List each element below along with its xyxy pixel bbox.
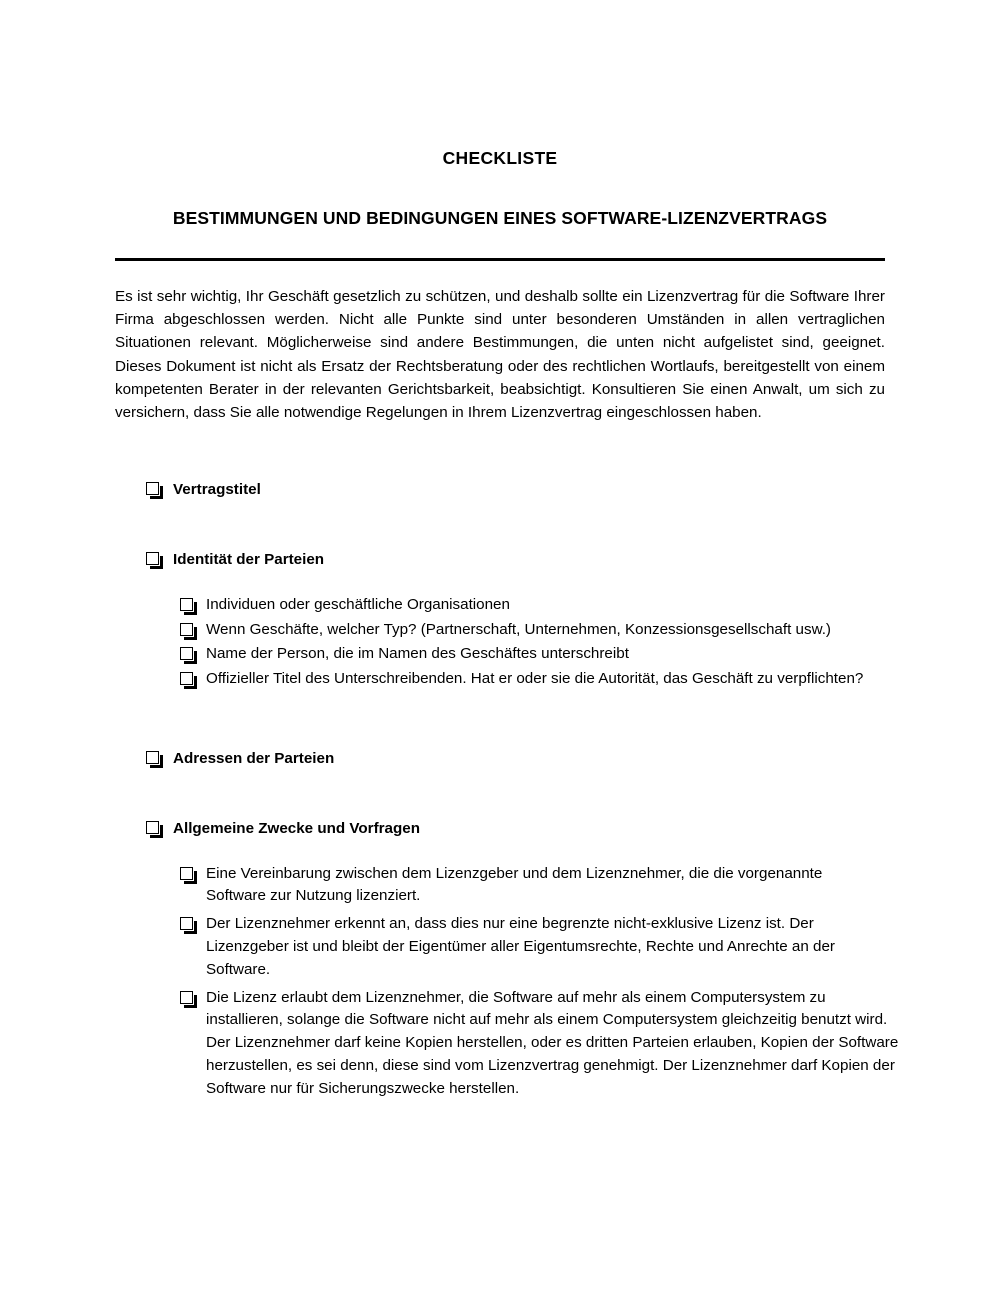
checklist-item-vertragstitel[interactable]: [146, 479, 886, 502]
list-item[interactable]: [180, 987, 899, 1101]
checkbox-icon[interactable]: [146, 751, 159, 764]
list-item[interactable]: [180, 643, 890, 666]
page-title: CHECKLISTE: [442, 148, 558, 168]
list-item[interactable]: [180, 863, 890, 909]
checklist-sublist-identitaet: [180, 594, 890, 691]
checkbox-icon[interactable]: [180, 991, 193, 1004]
intro-paragraph: Es ist sehr wichtig, Ihr Geschäft gesetzlich zu schützen, und deshalb sollte ein Lizenzvertrag für die Software Ihrer Firma abgeschlossen werden. Nicht alle Punkte sind unter besonderen Umständen in allen vertraglichen Situationen relevant. Möglicherweise sind andere Bestimmungen, die unten nicht aufgelistet sind, geeignet. Dieses Dokument ist nicht als Ersatz der Rechtsberatung oder des rechtlichen Wortlaufs, bereitgestellt von einem kompetenten Berater in der relevanten Gerichtsbarkeit, beabsichtigt. Konsultieren Sie einen Anwalt, um sich zu versichern, dass Sie alle notwendige Regelungen in Ihrem Lizenzvertrag eingeschlossen haben.: [115, 287, 885, 421]
list-item[interactable]: [180, 619, 890, 642]
checklist-sublist-allgemeine-zwecke: [180, 863, 899, 1101]
spacer: [0, 771, 1000, 818]
checkbox-icon[interactable]: [180, 647, 193, 660]
checkbox-icon[interactable]: [180, 917, 193, 930]
list-item-label: Der Lizenznehmer erkennt an, dass dies nur eine begrenzte nicht-exklusive Lizenz ist. Der Lizenzgeber ist und bleibt der Eigentümer aller Eigentumsrechte, Rechte und Anrechte an der Software.: [206, 915, 835, 978]
list-item-label: Name der Person, die im Namen des Geschäftes unterschreibt: [206, 645, 629, 663]
list-item[interactable]: [180, 913, 890, 981]
spacer: [0, 424, 1000, 479]
header-divider: [115, 258, 885, 261]
spacer: [0, 572, 1000, 594]
title-block: [0, 0, 1000, 230]
checkbox-icon[interactable]: [146, 821, 159, 834]
checkbox-icon[interactable]: [180, 672, 193, 685]
spacer: [0, 502, 1000, 549]
checklist-item-allgemeine-zwecke-und-vorfragen[interactable]: [146, 818, 886, 841]
checkbox-icon[interactable]: [146, 552, 159, 565]
spacer: [0, 841, 1000, 863]
checklist-heading-label: Identität der Parteien: [173, 551, 325, 569]
list-item-label: Offizieller Titel des Unterschreibenden. Hat er oder sie die Autorität, das Geschäft zu verpflichten?: [206, 670, 864, 688]
list-item-label: Individuen oder geschäftliche Organisationen: [206, 595, 510, 613]
list-item[interactable]: [180, 594, 890, 617]
spacer: [0, 693, 1000, 748]
checkbox-icon[interactable]: [146, 482, 159, 495]
checklist-item-adressen-der-parteien[interactable]: [146, 748, 886, 771]
page-subtitle: BESTIMMUNGEN UND BEDINGUNGEN EINES SOFTWARE-LIZENZVERTRAGS: [172, 207, 828, 228]
checkbox-icon[interactable]: [180, 623, 193, 636]
list-item-label: Die Lizenz erlaubt dem Lizenznehmer, die Software auf mehr als einem Computersystem zu installieren, solange die Software nicht auf mehr als einem Computersystem gleichzeitig benutzt wird. Der Lizenznehmer darf keine Kopien herstellen, oder es dritten Parteien erlauben, Kopien der Software herzustellen, es sei denn, diese sind vom Lizenzvertrag genehmigt. Der Lizenznehmer darf Kopien der Software nur für Sicherungszwecke herstellen.: [206, 988, 899, 1097]
checklist-heading-label: Allgemeine Zwecke und Vorfragen: [173, 819, 420, 837]
checklist-heading-label: Adressen der Parteien: [173, 750, 335, 768]
checklist-heading-label: Vertragstitel: [173, 481, 261, 499]
list-item-label: Wenn Geschäfte, welcher Typ? (Partnerschaft, Unternehmen, Konzessionsgesellschaft usw.): [206, 620, 831, 638]
list-item-label: Eine Vereinbarung zwischen dem Lizenzgeber und dem Lizenznehmer, die die vorgenannte Software zur Nutzung lizenziert.: [206, 864, 823, 905]
checkbox-icon[interactable]: [180, 867, 193, 880]
checklist-item-identitaet-der-parteien[interactable]: [146, 549, 886, 572]
checkbox-icon[interactable]: [180, 598, 193, 611]
list-item[interactable]: [180, 668, 890, 691]
